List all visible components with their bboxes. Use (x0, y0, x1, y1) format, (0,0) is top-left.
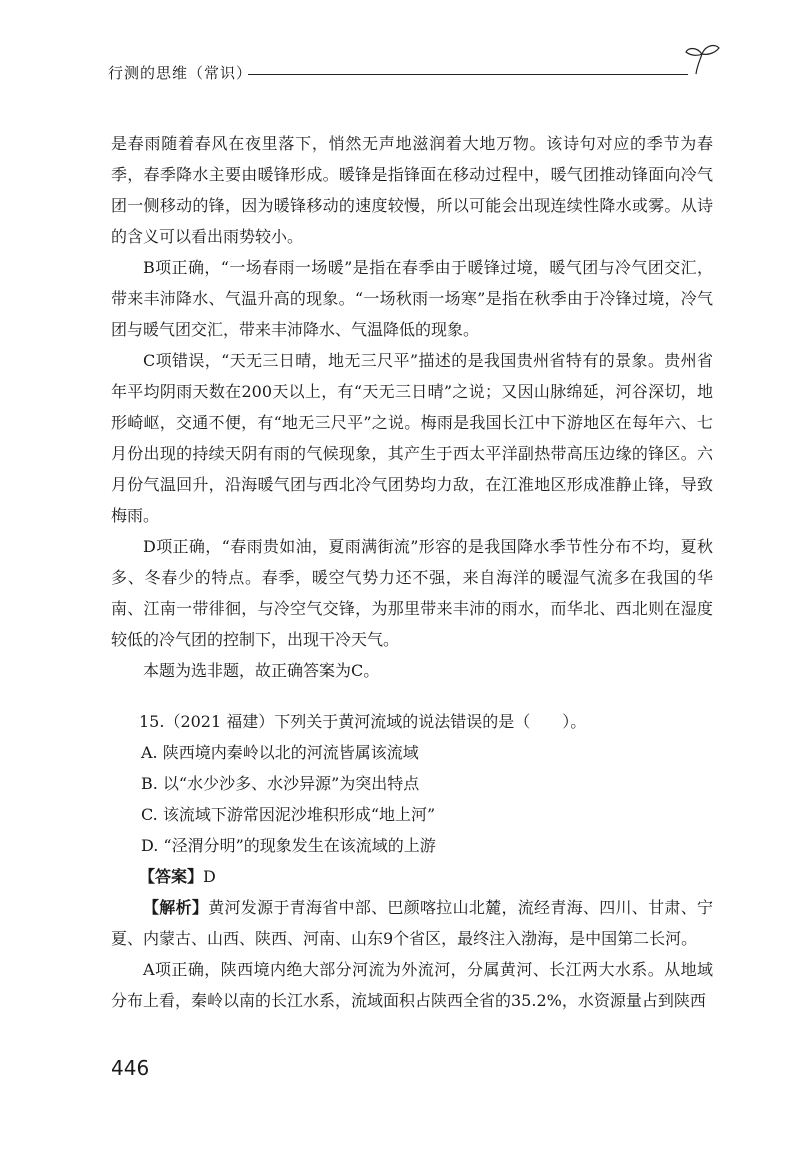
answer-value: D (203, 867, 216, 886)
analysis-option-a: A项正确，陕西境内绝大部分河流为外流河，分属黄河、长江两大水系。从地域分布上看，秦岭以南的长江水系，流域面积占陕西全省的35.2%，水资源量占到陕西 (111, 960, 713, 1010)
paragraph-option-d: D项正确，“春雨贵如油，夏雨满街流”形容的是我国降水季节性分布不均，夏秋多、冬春少的特点。春季，暖空气势力还不强，来自海洋的暖湿气流多在我国的华南、江南一带徘徊，与冷空气交锋，为那里带来丰沛的雨水，而华北、西北则在湿度较低的冷气团的控制下，出现干冷天气。 (111, 537, 713, 649)
running-header (108, 60, 720, 90)
page-number: 446 (111, 1056, 150, 1080)
answer-line (111, 861, 713, 892)
question-option-b: B. 以“水少沙多、水沙异源”为突出特点 (141, 774, 420, 793)
sprout-icon (682, 40, 722, 84)
header-rule (248, 74, 688, 75)
paragraph-conclusion: 本题为选非题，故正确答案为C。 (143, 661, 380, 680)
analysis-label: 【解析】 (143, 898, 209, 917)
answer-label: 【答案】 (139, 867, 204, 886)
header-title: 行测的思维（常识） (108, 64, 253, 82)
analysis-text: 黄河发源于青海省中部、巴颜喀拉山北麓，流经青海、四川、甘肃、宁夏、内蒙古、山西、陕西、河南、山东9个省区，最终注入渤海，是中国第二长河。 (111, 898, 713, 948)
question-option-d: D. “泾渭分明”的现象发生在该流域的上游 (141, 836, 436, 855)
paragraph-option-b: B项正确，“一场春雨一场暖”是指在春季由于暖锋过境，暖气团与冷气团交汇，带来丰沛降水、气温升高的现象。“一场秋雨一场寒”是指在秋季由于冷锋过境，冷气团与暖气团交汇，带来丰沛降水、气温降低的现象。 (111, 258, 713, 339)
paragraph-option-c: C项错误，“天无三日晴，地无三尺平”描述的是我国贵州省特有的景象。贵州省年平均阴雨天数在200天以上，有“天无三日晴”之说；又因山脉绵延，河谷深切，地形崎岖，交通不便，有“地无三尺平”之说。梅雨是我国长江中下游地区在每年六、七月份出现的持续天阴有雨的气候现象，其产生于西太平洋副热带高压边缘的锋区。六月份气温回升，沿海暖气团与西北冷气团势均力敌，在江淮地区形成准静止锋，导致梅雨。 (111, 351, 713, 525)
page-body (111, 128, 713, 1016)
question-stem: 15.（2021 福建）下列关于黄河流域的说法错误的是（ ）。 (139, 712, 587, 731)
question-option-a: A. 陕西境内秦岭以北的河流皆属该流域 (141, 743, 419, 762)
paragraph-continuation: 是春雨随着春风在夜里落下，悄然无声地滋润着大地万物。该诗句对应的季节为春季，春季降水主要由暖锋形成。暖锋是指锋面在移动过程中，暖气团推动锋面向冷气团一侧移动的锋，因为暖锋移动的速度较慢，所以可能会出现连续性降水或雾。从诗的含义可以看出雨势较小。 (111, 134, 713, 246)
analysis-paragraph (111, 892, 713, 954)
question-option-c: C. 该流域下游常因泥沙堆积形成“地上河” (141, 805, 436, 824)
